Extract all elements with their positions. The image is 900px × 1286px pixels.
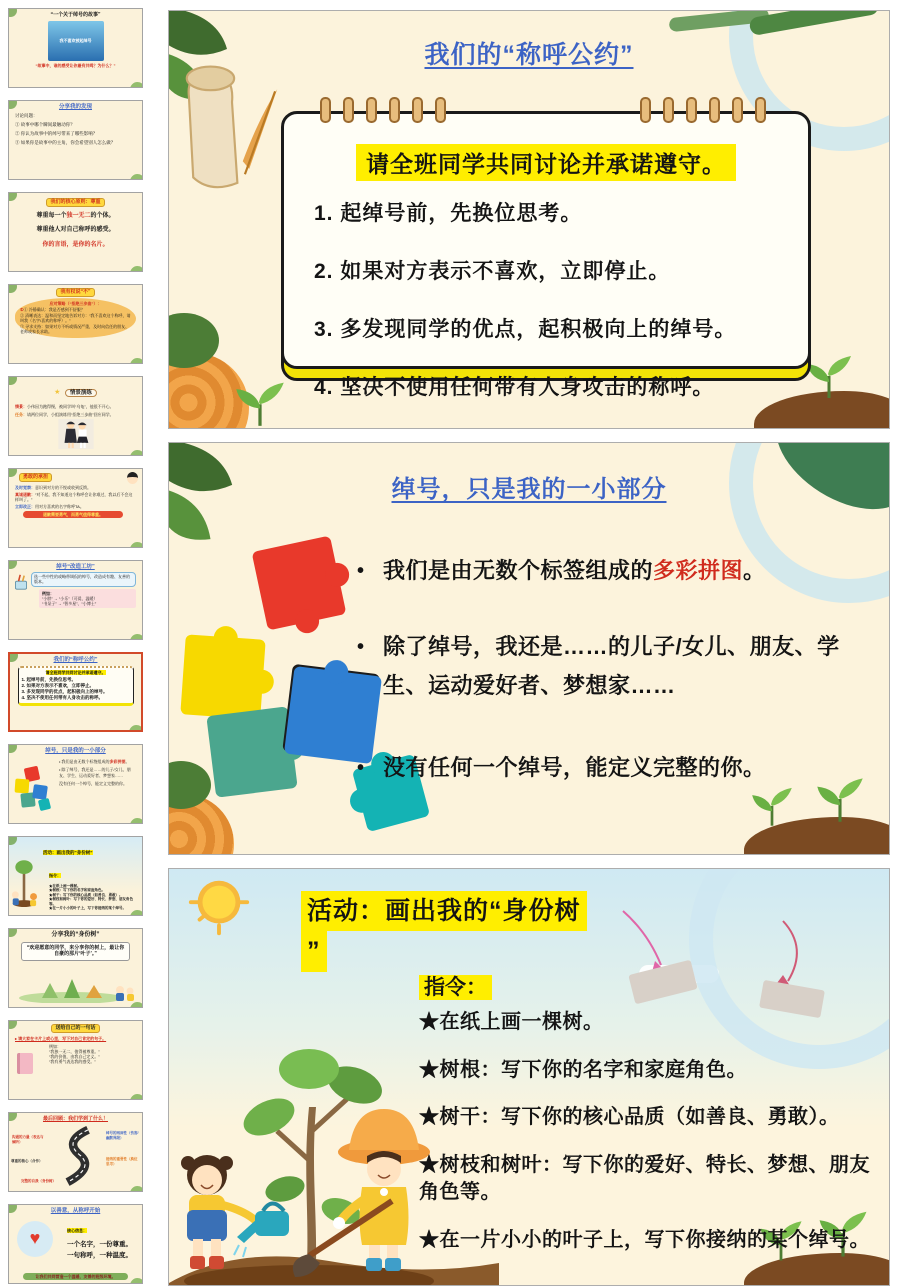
thumb11-quote: “欢迎愿意的同学，来分享你的树上，最让你自豪的那片‘叶子’。” — [21, 942, 130, 961]
slide1-title: 我们的“称呼公约” — [424, 41, 634, 69]
thumb8-item2: 2. 如果对方表示不喜欢，立即停止。 — [21, 683, 95, 689]
thumb2-title: 分享我的发现 — [58, 104, 92, 110]
thumb4-strategy: 应对策略（“拒绝三步曲”）： — [49, 300, 102, 306]
thumb12-line3: “我有勇气表达我的感受。” — [49, 1059, 96, 1065]
covenant-item-4: 4. 坚决不使用任何带有人身攻击的称呼。 — [314, 376, 715, 399]
thumb12-title-badge: 送给自己的一句话 — [51, 1024, 99, 1033]
heart-hands-illustration: ♥ — [17, 1221, 53, 1257]
thumb2-q1: ① 故事中哪个瞬间最触动你？ — [15, 121, 75, 127]
thumbnail-slide-11[interactable] — [8, 928, 143, 1008]
puzzle-bullet-3: • 没有任何一个绰号，能定义完整的你。 — [355, 748, 883, 788]
star-icon: ★ — [54, 389, 61, 396]
thumb7-bubble: 选一些中性的或略带调侃的绰号，改造成有趣、友善的版本。 — [31, 572, 136, 586]
thumb14-footer: 让我们共同营造一个温暖、友善的班级环境。 — [23, 1273, 128, 1280]
thumb10-step1: ★在纸上画一棵树。 — [49, 883, 81, 888]
thumb10-mini-slide — [9, 837, 142, 915]
main-slide-covenant[interactable] — [168, 10, 890, 429]
covenant-item-3: 3. 多发现同学的优点，起积极向上的绰号。 — [314, 318, 737, 341]
pencil-cup-icon — [13, 573, 29, 591]
binder-rings-left — [320, 97, 446, 123]
thumb9-b2: • 除了绰号，我还是……的儿子/女儿、朋友、学生、运动爱好者、梦想家…… — [59, 767, 131, 778]
thumb14-heading: 核心信息： — [67, 1228, 87, 1234]
sprout-decoration — [745, 782, 799, 828]
thumb14-line2: 一句称呼，一种温度。 — [67, 1252, 132, 1260]
thumb4-title-badge: 我有权说“不” — [56, 288, 94, 297]
road-label-3: 尊重的核心（合作） — [11, 1159, 43, 1163]
thumbnail-slide-14[interactable] — [8, 1204, 143, 1284]
thumb9-b1: • 我们是由无数个标签组成的多彩拼图。 — [59, 759, 130, 765]
sprout-decoration — [227, 374, 293, 428]
students-photo — [56, 419, 96, 449]
thumb4-step3: ③ 寻求支持：如果对方不听或情况严重，及时向信任的朋友、老师或家长求助。 — [20, 324, 130, 335]
tree-kids-mini-illustration — [11, 853, 37, 909]
landscape-illustration — [13, 977, 139, 1003]
thumb8-item3: 3. 多发现同学的优点，起积极向上的绰号。 — [21, 689, 108, 695]
notebook-illustration — [17, 1053, 33, 1074]
thumbnail-slide-13[interactable] — [8, 1112, 143, 1192]
slide2-title: 绰号，只是我的一小部分 — [391, 476, 667, 503]
activity-step-5: ★在一片小小的叶子上，写下你接纳的某个绰号。 — [419, 1228, 870, 1251]
thumb5-title-row — [15, 380, 136, 401]
slide-thumbnail-panel[interactable] — [0, 0, 158, 1286]
thumb7-mini-slide — [9, 561, 142, 639]
thumb6-footer: 道歉需要勇气，而勇气值得尊重。 — [23, 511, 123, 518]
thumb8-item4: 4. 坚决不使用任何带有人身攻击的称呼。 — [21, 694, 104, 700]
thumb2-heading: 讨论问题： — [15, 113, 38, 119]
binder-rings-right — [640, 97, 766, 123]
road-label-2: 绰号的两面性（伤害/幽默界限） — [106, 1131, 139, 1140]
thumb4-step1: ① 冷静确认：我是否感到不舒服？ — [23, 306, 85, 312]
thumb4-step2: ② 清晰表达：温和而坚定地告诉对方：“我不喜欢这个称呼，请叫我（名字/喜欢的称呼）。” — [20, 312, 131, 324]
covenant-heading: 请全班同学共同讨论并承诺遵守。 — [356, 144, 736, 181]
thumb14-mini-slide — [9, 1205, 142, 1283]
puzzle-bullet-2: • 除了绰号，我还是……的儿子/女儿、朋友、学生、运动爱好者、梦想家…… — [355, 627, 883, 706]
thumb13-title: 最后回顾：我们学到了什么！ — [42, 1116, 108, 1122]
thumbnail-slide-9[interactable] — [8, 744, 143, 824]
activity-step-1: ★在纸上画一棵树。 — [419, 1011, 604, 1033]
activity-step-3: ★树干：写下你的核心品质（如善良、勇敢）。 — [419, 1106, 840, 1129]
thumb7-example2: “书呆子” → “智多星”、“小博士” — [42, 600, 97, 606]
main-slide-activity[interactable] — [168, 868, 890, 1286]
thumbnail-slide-1[interactable] — [8, 8, 143, 88]
thumb1-mini-slide — [9, 9, 142, 87]
thumb5-task: 任务：请两位同学，小组演练用“拒绝三步曲”回应同学。 — [15, 411, 114, 417]
thumbnail-slide-10[interactable] — [8, 836, 143, 916]
thumb1-title: “一个关于绰号的故事” — [50, 12, 101, 18]
sun-icon — [185, 873, 253, 941]
thumb5-scene: 情景：小伟因为跑得慢，被同学叫“乌龟”，他很不开心。 — [15, 403, 114, 409]
thumb10-step3: ★树干：写下你的核心品质（如善良、勇敢）。 — [49, 892, 123, 897]
storybook-cover-image — [48, 21, 104, 61]
thumb6-line2: 真诚道歉：“对不起，我不知道这个称呼会让你难过，我以后不会这样叫了。” — [15, 491, 133, 502]
puzzle-bullet-list — [355, 551, 883, 787]
thumb12-example-label: 例如： — [49, 1043, 61, 1049]
thumb7-example-label: 例如： — [42, 590, 54, 596]
thumbnail-slide-4[interactable] — [8, 284, 143, 364]
thumb5-title: 情景演练 — [65, 389, 97, 397]
thumbnail-slide-5[interactable] — [8, 376, 143, 456]
thumb10-step5: ★在一片小小的叶子上，写下你接纳的某个绰号。 — [49, 906, 126, 911]
covenant-item-2: 2. 如果对方表示不喜欢，立即停止。 — [314, 260, 671, 283]
road-label-1: 沟通的力量（表达与倾听） — [12, 1135, 44, 1144]
covenant-list — [314, 197, 808, 401]
scroll-quill-illustration — [177, 59, 287, 199]
road-label-4: 接纳的重要性（换位思考） — [106, 1157, 138, 1166]
thumb7-example1: “小胖” → “小乐”（可爱、温暖） — [42, 595, 98, 601]
thumb8-mini-slide — [10, 654, 141, 730]
thumb14-title: 以善意，从称呼开始 — [50, 1208, 101, 1214]
thumb9-mini-slide — [9, 745, 142, 823]
thumb5-mini-slide — [9, 377, 142, 455]
thumb12-line1: “我独一无二，值得被尊重。” — [49, 1048, 100, 1054]
thumb9-title: 绰号，只是我的一小部分 — [45, 748, 106, 754]
thumb4-strategy-blob: 应对策略（“拒绝三步曲”）： ①① 冷静确认：我是否感到不舒服？ ② 清晰表达：温和而坚定地告诉对方：“我不喜欢这个称呼，请叫我（名字/喜欢的称呼）。” ③ 寻求支持：如果对方不听或情况严重，及时向信任的朋友、老师或家长求助。 — [15, 298, 136, 338]
puzzle-mini-illustration — [15, 767, 49, 811]
thumb13-mini-slide — [9, 1113, 142, 1191]
thumb7-examples — [39, 589, 136, 609]
slide3-title: 活动：画出我的“身份树 ” — [301, 891, 587, 972]
slide-canvas[interactable] — [158, 0, 900, 1286]
thumb6-line3: 立即改正：用对方喜欢的名字称呼TA。 — [15, 504, 84, 510]
activity-steps — [419, 1009, 881, 1275]
thumb8-notepad — [18, 666, 134, 706]
thumb3-title-badge: 我们的核心原则：尊重 — [46, 198, 104, 207]
activity-step-4: ★树枝和树叶：写下你的爱好、特长、梦想、朋友角色等。 — [419, 1153, 870, 1204]
thumb6-line1: 及时觉察：意识到对方的不悦或收到反馈。 — [15, 484, 91, 490]
road-label-5: 完整的自我（身份树） — [21, 1179, 56, 1183]
thumb2-mini-slide — [9, 101, 142, 179]
thumb7-title: 绰号“改造工坊” — [56, 564, 95, 570]
thumbnail-slide-12[interactable] — [8, 1020, 143, 1100]
thumb11-mini-slide — [9, 929, 142, 1007]
thumb11-title: 分享我的“身份树” — [51, 932, 100, 938]
thumb3-line2: 尊重他人对自己称呼的感受。 — [36, 227, 115, 234]
thumbnail-slide-3[interactable] — [8, 192, 143, 272]
thumbnail-slide-6[interactable] — [8, 468, 143, 548]
thumb8-item1: 1. 起绰号前，先换位思考。 — [21, 677, 77, 683]
thumb2-q2: ② 你认为故事中的绰号带来了哪些影响？ — [15, 130, 98, 136]
thumb3-line1: 尊重每一个独一无二的个体。 — [36, 212, 115, 219]
thumb3-mini-slide — [9, 193, 142, 271]
thumb10-step2: ★树根：写下你的名字和家庭角色。 — [49, 888, 105, 893]
thumb12-heading: ▸ 请大家在卡片上或心里，写下对自己肯定的句子。 — [15, 1035, 107, 1041]
covenant-item-1: 1. 起绰号前，先换位思考。 — [314, 202, 583, 225]
thumb2-q3: ③ 如果你是故事中的主角，你会希望别人怎么做？ — [15, 139, 116, 145]
thumb3-line3: 你的言语，是你的名片。 — [42, 242, 109, 249]
instruction-label: 指令： — [419, 971, 492, 1001]
thumb6-mini-slide — [9, 469, 142, 547]
boy-face-illustration — [127, 472, 138, 484]
thumb9-b3: 没有任何一个绰号，能定义完整的你。 — [59, 780, 127, 786]
thumbnail-slide-2[interactable] — [8, 100, 143, 180]
activity-step-2: ★树根：写下你的名字和家庭角色。 — [419, 1058, 747, 1081]
thumb10-label: 指令： — [49, 872, 61, 878]
thumbnail-slide-8-selected[interactable] — [8, 652, 143, 732]
thumb8-title: 我们的“称呼公约” — [53, 657, 98, 663]
thumb12-mini-slide — [9, 1021, 142, 1099]
thumb10-title: 活动：画出我的“身份树” — [43, 850, 93, 855]
thumb8-heading: 请全班同学共同讨论并承诺遵守。 — [45, 670, 106, 676]
road-illustration — [47, 1125, 103, 1187]
main-slide-puzzle[interactable] — [168, 442, 890, 855]
storybook-cover-text: 我不喜欢被起绰号 — [59, 37, 92, 43]
thumb1-question: “故事中，谁的感受让你最有共鸣？为什么？” — [35, 62, 116, 68]
thumb10-step4: ★树枝和树叶：写下你的爱好、特长、梦想、朋友角色等。 — [49, 897, 133, 906]
thumbnail-slide-7[interactable] — [8, 560, 143, 640]
puzzle-bullet-1: • 我们是由无数个标签组成的多彩拼图。 — [355, 551, 883, 591]
thumb6-title-badge: 勇敢的承担 — [19, 473, 52, 482]
thumb12-line2: “我的价值，由我自己定义。” — [49, 1054, 100, 1060]
thumb14-line1: 一个名字，一份尊重。 — [67, 1240, 132, 1248]
thumb4-mini-slide — [9, 285, 142, 363]
notepad — [281, 111, 811, 399]
